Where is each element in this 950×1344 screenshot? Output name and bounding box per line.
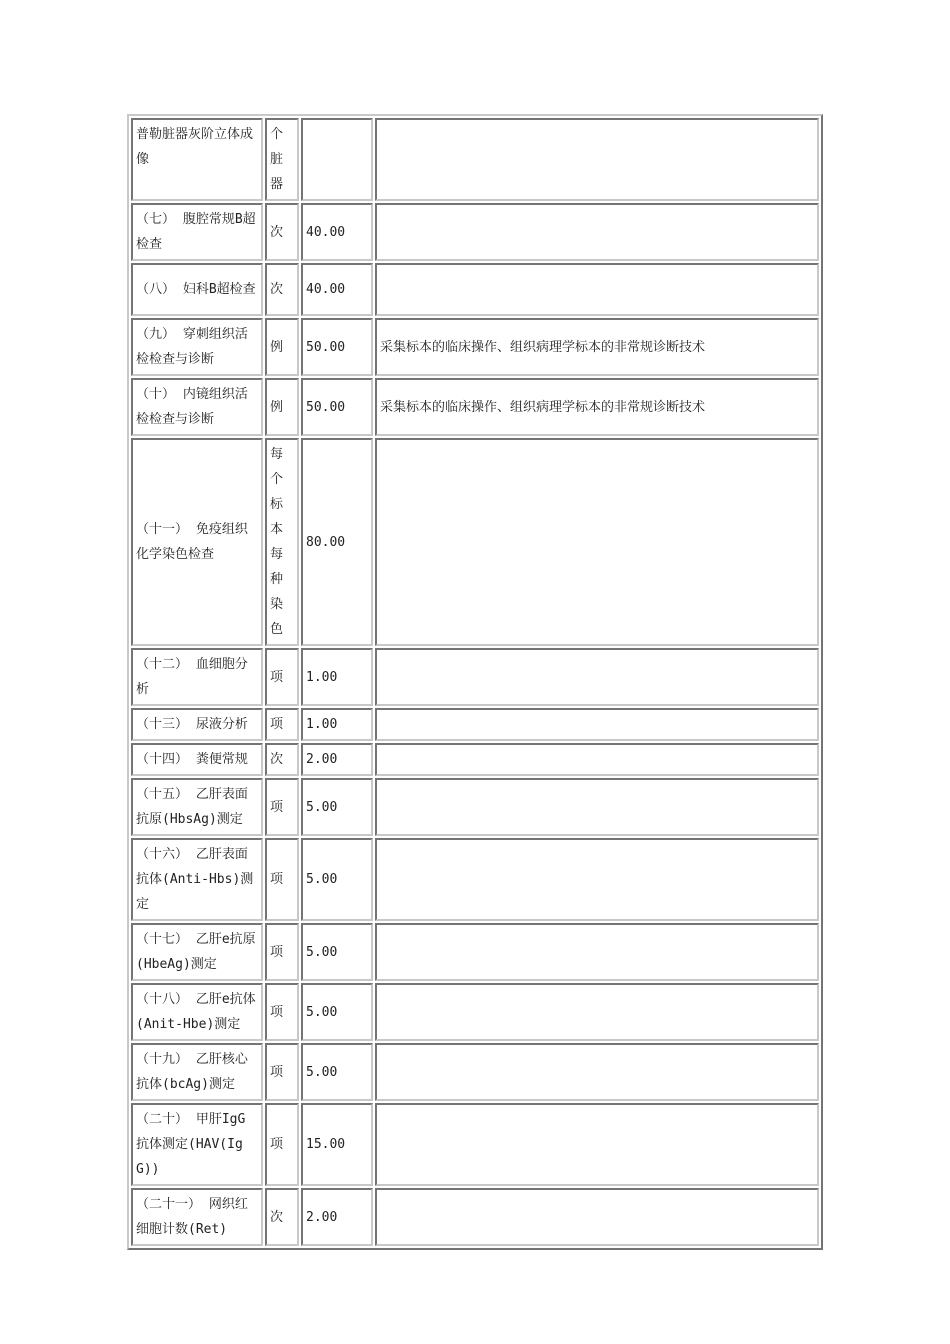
price-cell: 5.00 (301, 1043, 373, 1101)
table-row (131, 778, 819, 836)
price-cell: 40.00 (301, 203, 373, 261)
item-name-cell: （十） 内镜组织活检检查与诊断 (131, 378, 263, 436)
price-cell: 2.00 (301, 743, 373, 776)
note-cell (375, 778, 819, 836)
unit-cell: 项 (265, 778, 299, 836)
unit-cell: 次 (265, 203, 299, 261)
table-row (131, 708, 819, 741)
table-row (131, 923, 819, 981)
price-table-body (131, 118, 819, 1246)
price-cell: 5.00 (301, 923, 373, 981)
note-cell (375, 983, 819, 1041)
table-row (131, 378, 819, 436)
note-cell (375, 648, 819, 706)
price-cell: 15.00 (301, 1103, 373, 1186)
price-cell (301, 118, 373, 201)
unit-cell: 项 (265, 1043, 299, 1101)
note-cell (375, 1188, 819, 1246)
unit-cell: 项 (265, 983, 299, 1041)
table-row (131, 743, 819, 776)
unit-cell: 项 (265, 648, 299, 706)
price-cell: 40.00 (301, 263, 373, 316)
table-row (131, 838, 819, 921)
unit-cell: 每个标本每种染色 (265, 438, 299, 646)
unit-cell: 项 (265, 923, 299, 981)
note-cell (375, 263, 819, 316)
unit-cell: 项 (265, 838, 299, 921)
item-name-cell: （十四） 粪便常规 (131, 743, 263, 776)
item-name-cell: （二十一） 网织红细胞计数(Ret) (131, 1188, 263, 1246)
unit-cell: 个脏器 (265, 118, 299, 201)
price-cell: 50.00 (301, 318, 373, 376)
table-row (131, 983, 819, 1041)
table-row (131, 203, 819, 261)
item-name-cell: （十三） 尿液分析 (131, 708, 263, 741)
price-cell: 1.00 (301, 708, 373, 741)
unit-cell: 次 (265, 743, 299, 776)
note-cell: 采集标本的临床操作、组织病理学标本的非常规诊断技术 (375, 318, 819, 376)
item-name-cell: （十九） 乙肝核心抗体(bcAg)测定 (131, 1043, 263, 1101)
price-cell: 80.00 (301, 438, 373, 646)
price-cell: 50.00 (301, 378, 373, 436)
unit-cell: 次 (265, 1188, 299, 1246)
unit-cell: 项 (265, 708, 299, 741)
table-row (131, 118, 819, 201)
unit-cell: 例 (265, 378, 299, 436)
note-cell (375, 438, 819, 646)
table-row (131, 438, 819, 646)
table-row (131, 318, 819, 376)
note-cell (375, 1103, 819, 1186)
note-cell (375, 923, 819, 981)
price-table (127, 114, 823, 1250)
item-name-cell: （十七） 乙肝e抗原(HbeAg)测定 (131, 923, 263, 981)
price-cell: 5.00 (301, 983, 373, 1041)
item-name-cell: （十一） 免疫组织化学染色检查 (131, 438, 263, 646)
note-cell (375, 203, 819, 261)
table-row (131, 1043, 819, 1101)
price-cell: 5.00 (301, 778, 373, 836)
unit-cell: 项 (265, 1103, 299, 1186)
note-cell: 采集标本的临床操作、组织病理学标本的非常规诊断技术 (375, 378, 819, 436)
item-name-cell: （二十） 甲肝IgG抗体测定(HAV(IgG)) (131, 1103, 263, 1186)
table-row (131, 648, 819, 706)
item-name-cell: 普勒脏器灰阶立体成像 (131, 118, 263, 201)
unit-cell: 例 (265, 318, 299, 376)
item-name-cell: （八） 妇科B超检查 (131, 263, 263, 316)
table-row (131, 263, 819, 316)
item-name-cell: （十八） 乙肝e抗体(Anit-Hbe)测定 (131, 983, 263, 1041)
note-cell (375, 708, 819, 741)
table-row (131, 1188, 819, 1246)
note-cell (375, 838, 819, 921)
note-cell (375, 118, 819, 201)
note-cell (375, 1043, 819, 1101)
item-name-cell: （九） 穿刺组织活检检查与诊断 (131, 318, 263, 376)
item-name-cell: （七） 腹腔常规B超检查 (131, 203, 263, 261)
item-name-cell: （十五） 乙肝表面抗原(HbsAg)测定 (131, 778, 263, 836)
item-name-cell: （十二） 血细胞分析 (131, 648, 263, 706)
price-cell: 2.00 (301, 1188, 373, 1246)
note-cell (375, 743, 819, 776)
table-row (131, 1103, 819, 1186)
price-cell: 1.00 (301, 648, 373, 706)
price-cell: 5.00 (301, 838, 373, 921)
item-name-cell: （十六） 乙肝表面抗体(Anti-Hbs)测定 (131, 838, 263, 921)
unit-cell: 次 (265, 263, 299, 316)
